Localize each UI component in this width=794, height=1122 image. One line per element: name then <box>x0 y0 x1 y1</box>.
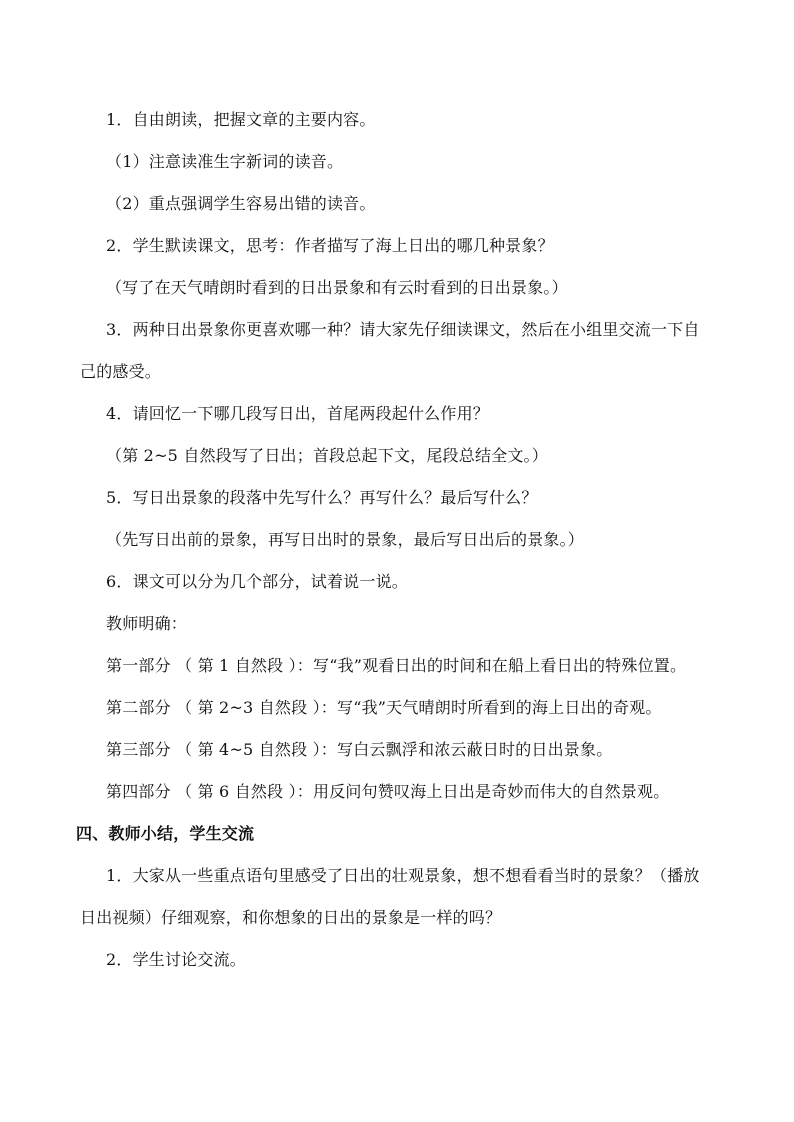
section-4-step-2: 2．学生讨论交流。 <box>106 950 246 969</box>
part-1-summary: 第一部分 （ 第 1 自然段 ）：写“我”观看日出的时间和在船上看日出的特殊位置。 <box>106 656 687 675</box>
step-6-question: 6．课文可以分为几个部分，试着说一说。 <box>106 572 408 591</box>
part-2-summary: 第二部分 （ 第 2~3 自然段 ）：写“我”天气晴朗时所看到的海上日出的奇观。 <box>106 698 662 717</box>
section-4-heading: 四、教师小结，学生交流 <box>76 824 255 843</box>
step-4-question: 4．请回忆一下哪几段写日出，首尾两段起什么作用？ <box>106 404 489 423</box>
step-3-question-line-1: 3．两种日出景象你更喜欢哪一种？请大家先仔细读课文，然后在小组里交流一下自 <box>106 320 700 339</box>
substep-1-pronunciation: （1）注意读准生字新词的读音。 <box>106 152 344 171</box>
step-2-answer: （写了在天气晴朗时看到的日出景象和有云时看到的日出景象。） <box>106 278 568 297</box>
step-2-silent-reading: 2．学生默读课文，思考：作者描写了海上日出的哪几种景象？ <box>106 236 554 255</box>
part-4-summary: 第四部分 （ 第 6 自然段 ）：用反问句赞叹海上日出是奇妙而伟大的自然景观。 <box>106 782 670 801</box>
step-1-read-aloud: 1．自由朗读，把握文章的主要内容。 <box>106 110 376 129</box>
step-5-question: 5．写日出景象的段落中先写什么？再写什么？最后写什么？ <box>106 488 538 507</box>
substep-2-error-prone: （2）重点强调学生容易出错的读音。 <box>106 194 376 213</box>
step-5-answer: （先写日出前的景象，再写日出时的景象，最后写日出后的景象。） <box>106 530 585 549</box>
teacher-clarifies-label: 教师明确： <box>106 614 188 633</box>
section-4-step-1-line-1: 1．大家从一些重点语句里感受了日出的壮观景象，想不想看看当时的景象？（播放 <box>106 866 700 885</box>
step-3-question-line-2: 己的感受。 <box>80 362 162 381</box>
section-4-step-1-line-2: 日出视频）仔细观察，和你想象的日出的景象是一样的吗？ <box>80 908 502 927</box>
step-4-answer: （第 2~5 自然段写了日出；首段总起下文，尾段总结全文。） <box>106 446 548 465</box>
part-3-summary: 第三部分 （ 第 4~5 自然段 ）：写白云飘浮和浓云蔽日时的日出景象。 <box>106 740 613 759</box>
